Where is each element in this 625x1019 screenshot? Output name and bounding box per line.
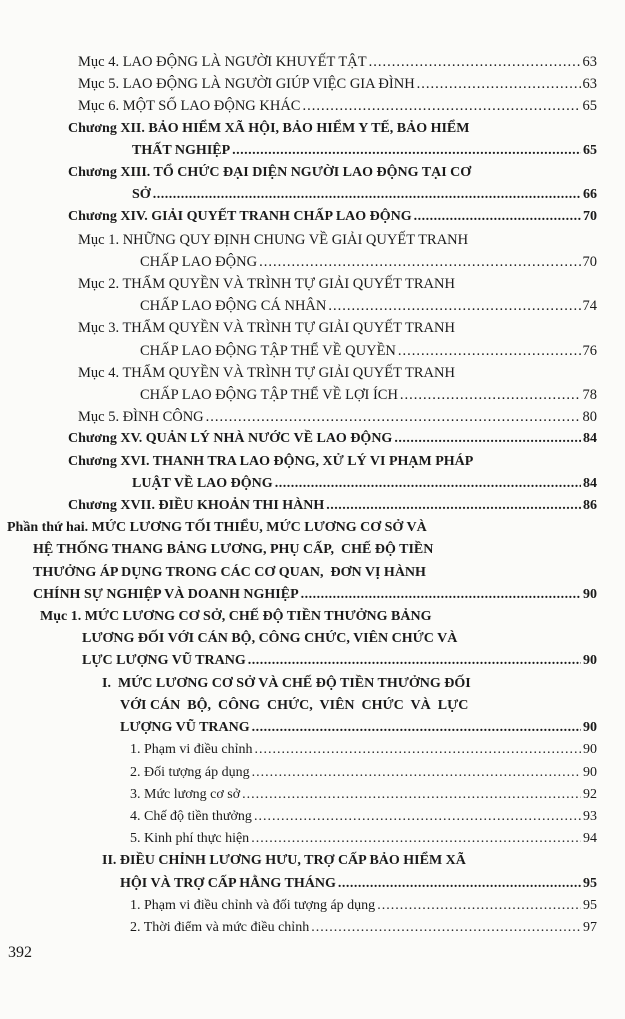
toc-entry-title: Mục 4. THẨM QUYỀN VÀ TRÌNH TỰ GIẢI QUYẾT TRANH — [78, 364, 455, 381]
toc-line — [0, 206, 625, 228]
toc-entry-title: 2. Đối tượng áp dụng — [130, 764, 250, 780]
toc-line — [0, 806, 625, 828]
dot-leader — [259, 251, 580, 273]
toc-entry-title: CHẤP LAO ĐỘNG — [140, 253, 258, 270]
toc-line — [0, 162, 625, 184]
toc-entry-title: 4. Chế độ tiền thưởng — [130, 808, 252, 824]
toc-line — [0, 251, 625, 273]
toc-entry-title: LUẬT VỀ LAO ĐỘNG — [132, 475, 273, 491]
toc-page-number: 93 — [583, 808, 597, 824]
toc-page-number: 86 — [583, 498, 597, 514]
toc-entry[interactable] — [0, 517, 625, 606]
toc-entry-title: LỰC LƯỢNG VŨ TRANG — [82, 653, 246, 669]
toc-entry-title: Mục 5. ĐÌNH CÔNG — [78, 409, 204, 426]
toc-entry-title: Chương XV. QUẢN LÝ NHÀ NƯỚC VỀ LAO ĐỘNG — [68, 431, 393, 447]
toc-line — [0, 539, 625, 561]
toc-line — [0, 229, 625, 251]
toc-entry[interactable] — [0, 229, 625, 273]
toc-page-number: 80 — [582, 409, 597, 426]
toc-entry-title: 3. Mức lương cơ sở — [130, 786, 241, 802]
toc-line — [0, 717, 625, 739]
toc-line — [0, 140, 625, 162]
toc-line — [0, 673, 625, 695]
toc-page-number: 90 — [583, 764, 597, 780]
toc-line — [0, 184, 625, 206]
toc-line — [0, 695, 625, 717]
toc-entry-title: Mục 5. LAO ĐỘNG LÀ NGƯỜI GIÚP VIỆC GIA ĐÌNH — [78, 76, 415, 93]
toc-line — [0, 473, 625, 495]
toc-line — [0, 873, 625, 895]
toc-entry[interactable] — [0, 406, 625, 428]
toc-entry-title: CHẤP LAO ĐỘNG TẬP THỂ VỀ LỢI ÍCH — [140, 387, 398, 404]
toc-line — [0, 606, 625, 628]
dot-leader — [369, 51, 581, 73]
toc-page-number: 90 — [583, 586, 597, 602]
toc-entry-title: LƯỢNG VŨ TRANG — [120, 720, 250, 736]
dot-leader — [242, 784, 581, 806]
toc-entry[interactable] — [0, 162, 625, 206]
toc-line — [0, 73, 625, 95]
toc-entry-title: CHẤP LAO ĐỘNG CÁ NHÂN — [140, 298, 327, 315]
toc-page-number: 95 — [583, 875, 597, 891]
toc-entry-title: Chương XVI. THANH TRA LAO ĐỘNG, XỬ LÝ VI PHẠM PHÁP — [68, 453, 474, 469]
toc-line — [0, 917, 625, 939]
page-number: 392 — [8, 944, 32, 961]
toc-entry-title: Mục 1. MỨC LƯƠNG CƠ SỞ, CHẾ ĐỘ TIỀN THƯỞNG BẢNG — [40, 609, 432, 625]
toc-line — [0, 584, 625, 606]
toc-entry-title: Chương XIII. TỔ CHỨC ĐẠI DIỆN NGƯỜI LAO ĐỘNG TẠI CƠ — [68, 165, 472, 181]
toc-entry[interactable] — [0, 51, 625, 73]
dot-leader — [301, 584, 581, 606]
toc-page-number: 90 — [583, 720, 597, 736]
toc-entry-title: II. ĐIỀU CHỈNH LƯƠNG HƯU, TRỢ CẤP BẢO HIỂM XÃ — [102, 853, 466, 869]
toc-entry[interactable] — [0, 917, 625, 939]
toc-line — [0, 295, 625, 317]
toc-page-number: 90 — [583, 653, 597, 669]
toc-entry-title: 2. Thời điểm và mức điều chỉnh — [130, 919, 310, 935]
toc-line — [0, 340, 625, 362]
toc-page-number: 65 — [583, 142, 597, 158]
toc-entry[interactable] — [0, 895, 625, 917]
toc-page-number: 70 — [582, 253, 597, 270]
toc-entry[interactable] — [0, 828, 625, 850]
dot-leader — [417, 73, 581, 95]
toc-entry-title: Mục 1. NHỮNG QUY ĐỊNH CHUNG VỀ GIẢI QUYẾT TRANH — [78, 231, 469, 248]
dot-leader — [400, 384, 581, 406]
toc-line — [0, 517, 625, 539]
toc-entry[interactable] — [0, 118, 625, 162]
toc-page-number: 78 — [582, 387, 597, 404]
dot-leader — [232, 140, 581, 162]
toc-entry-title: 1. Phạm vi điều chỉnh và đối tượng áp dụng — [130, 897, 376, 913]
toc-entry[interactable] — [0, 428, 625, 450]
toc-line — [0, 273, 625, 295]
dot-leader — [255, 739, 582, 761]
toc-line — [0, 628, 625, 650]
toc-entry-title: Phần thứ hai. MỨC LƯƠNG TỐI THIỂU, MỨC LƯƠNG CƠ SỞ VÀ — [7, 520, 427, 536]
toc-entry-title: I. MỨC LƯƠNG CƠ SỞ VÀ CHẾ ĐỘ TIỀN THƯỞNG ĐỐI — [102, 675, 471, 691]
toc-line — [0, 562, 625, 584]
toc-line — [0, 118, 625, 140]
dot-leader — [328, 295, 580, 317]
toc-entry[interactable] — [0, 95, 625, 117]
toc-entry-title: Mục 2. THẨM QUYỀN VÀ TRÌNH TỰ GIẢI QUYẾT TRANH — [78, 276, 455, 293]
toc-page-number: 74 — [582, 298, 597, 315]
toc-page-number: 65 — [582, 98, 597, 115]
dot-leader — [414, 206, 581, 228]
toc-line — [0, 428, 625, 450]
toc-entry-title: Mục 6. MỘT SỐ LAO ĐỘNG KHÁC — [78, 98, 301, 115]
toc-page-number: 84 — [583, 475, 597, 491]
toc-entry[interactable] — [0, 273, 625, 317]
toc-line — [0, 895, 625, 917]
toc-line — [0, 650, 625, 672]
dot-leader — [252, 762, 581, 784]
toc-entry[interactable] — [0, 495, 625, 517]
toc-entry-title: LƯƠNG ĐỐI VỚI CÁN BỘ, CÔNG CHỨC, VIÊN CHỨC VÀ — [82, 631, 458, 647]
dot-leader — [398, 340, 581, 362]
toc-entry-title: CHẤP LAO ĐỘNG TẬP THỂ VỀ QUYỀN — [140, 342, 396, 359]
dot-leader — [302, 95, 580, 117]
dot-leader — [311, 917, 581, 939]
toc-entry-title: HỆ THỐNG THANG BẢNG LƯƠNG, PHỤ CẤP, CHẾ ĐỘ TIỀN — [33, 542, 434, 558]
toc-page-number: 66 — [583, 187, 597, 203]
toc-entry[interactable] — [0, 762, 625, 784]
toc-entry-title: CHÍNH SỰ NGHIỆP VÀ DOANH NGHIỆP — [33, 586, 299, 602]
dot-leader — [275, 473, 581, 495]
toc-entry-title: VỚI CÁN BỘ, CÔNG CHỨC, VIÊN CHỨC VÀ LỰC — [120, 697, 469, 713]
toc-line — [0, 762, 625, 784]
toc-line — [0, 406, 625, 428]
toc-page-number: 92 — [583, 786, 597, 802]
toc-line — [0, 317, 625, 339]
toc-line — [0, 784, 625, 806]
toc-line — [0, 362, 625, 384]
toc-entry[interactable] — [0, 606, 625, 673]
toc-line — [0, 850, 625, 872]
toc-line — [0, 384, 625, 406]
dot-leader — [252, 717, 581, 739]
toc-page-number: 76 — [582, 342, 597, 359]
dot-leader — [394, 428, 581, 450]
toc-entry-title: THƯỞNG ÁP DỤNG TRONG CÁC CƠ QUAN, ĐƠN VỊ HÀNH — [33, 564, 426, 580]
toc-entry[interactable] — [0, 362, 625, 406]
toc-page-number: 70 — [583, 209, 597, 225]
toc-page-number: 63 — [582, 54, 597, 70]
toc-entry[interactable] — [0, 850, 625, 894]
toc-page-number: 84 — [583, 431, 597, 447]
toc-entry[interactable] — [0, 73, 625, 95]
toc-entry-title: Mục 4. LAO ĐỘNG LÀ NGƯỜI KHUYẾT TẬT — [78, 54, 367, 70]
dot-leader — [206, 406, 581, 428]
toc-entry[interactable] — [0, 317, 625, 361]
toc-entry[interactable] — [0, 784, 625, 806]
toc-page-number: 90 — [583, 742, 597, 758]
toc-entry[interactable] — [0, 673, 625, 740]
toc-entry[interactable] — [0, 206, 625, 228]
table-of-contents — [0, 51, 625, 939]
toc-entry-title: Chương XVII. ĐIỀU KHOẢN THI HÀNH — [68, 498, 325, 514]
toc-page-number: 95 — [583, 897, 597, 913]
dot-leader — [248, 650, 581, 672]
toc-line — [0, 828, 625, 850]
dot-leader — [251, 828, 581, 850]
dot-leader — [338, 873, 581, 895]
toc-line — [0, 51, 625, 73]
dot-leader — [326, 495, 581, 517]
toc-entry-title: HỘI VÀ TRỢ CẤP HẰNG THÁNG — [120, 875, 336, 891]
toc-entry[interactable] — [0, 451, 625, 495]
toc-entry[interactable] — [0, 739, 625, 761]
toc-line — [0, 95, 625, 117]
toc-line — [0, 495, 625, 517]
toc-entry-title: THẤT NGHIỆP — [132, 142, 231, 158]
toc-page-number: 97 — [583, 919, 597, 935]
dot-leader — [377, 895, 581, 917]
toc-line — [0, 451, 625, 473]
toc-entry[interactable] — [0, 806, 625, 828]
toc-entry-title: 5. Kinh phí thực hiện — [130, 831, 250, 847]
toc-entry-title: SỞ — [132, 187, 151, 203]
toc-entry-title: 1. Phạm vi điều chỉnh — [130, 742, 253, 758]
toc-entry-title: Chương XII. BẢO HIỂM XÃ HỘI, BẢO HIỂM Y TẾ, BẢO HIỂM — [68, 120, 470, 136]
toc-line — [0, 739, 625, 761]
dot-leader — [254, 806, 581, 828]
toc-entry-title: Chương XIV. GIẢI QUYẾT TRANH CHẤP LAO ĐỘNG — [68, 209, 412, 225]
toc-page-number: 63 — [582, 76, 597, 93]
toc-page-number: 94 — [583, 831, 597, 847]
dot-leader — [153, 184, 581, 206]
toc-entry-title: Mục 3. THẨM QUYỀN VÀ TRÌNH TỰ GIẢI QUYẾT TRANH — [78, 320, 455, 337]
